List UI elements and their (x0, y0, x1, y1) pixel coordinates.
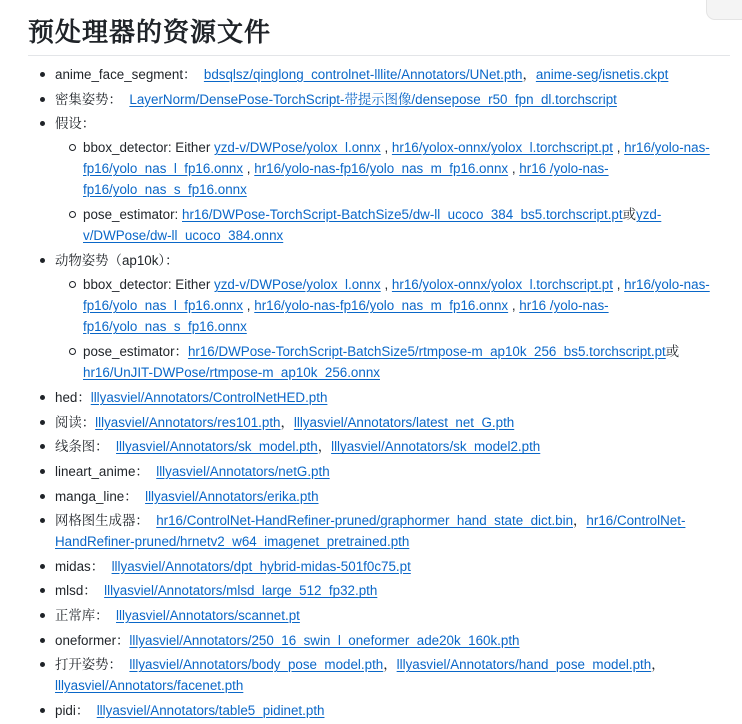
resource-link[interactable]: lllyasviel/Annotators/250_16_swin_l_oneformer_ade20k_160k.pth (129, 632, 520, 648)
resource-link[interactable]: hr16/yolo-nas-fp16/yolo_nas_m_fp16.onnx (254, 161, 509, 177)
list-item-openpose: 打开姿势： lllyasviel/Annotators/body_pose_model.pth，lllyasviel/Annotators/hand_pose_model.pth，lllyasviel/Annotators/facenet.pth (0, 654, 742, 696)
resource-link[interactable]: hr16/DWPose-TorchScript-BatchSize5/rtmpose-m_ap10k_256_bs5.torchscript.pt (187, 344, 666, 360)
list-item-mlsd (0, 580, 742, 601)
resource-link[interactable]: hr16/UnJIT-DWPose/rtmpose-m_ap10k_256.onnx (83, 365, 380, 381)
list-item-animal-pose (0, 250, 742, 383)
resource-list (0, 64, 742, 724)
resource-link[interactable]: hr16/yolox-onnx/yolox_l.torchscript.pt (391, 277, 613, 293)
resource-link[interactable]: hr16/DWPose-TorchScript-BatchSize5/dw-ll_ucoco_384_bs5.torchscript.pt (182, 207, 623, 223)
item-label: 打开姿势： (55, 657, 122, 673)
resource-link[interactable]: hr16/yolo-nas-fp16/yolo_nas_l_fp16.onnx (83, 277, 710, 314)
list-item-oneformer (0, 630, 742, 651)
resource-link[interactable]: lllyasviel/Annotators/sk_model2.pth (331, 439, 541, 455)
list-item-midas (0, 556, 742, 577)
resource-link[interactable]: bdsqlsz/qinglong_controlnet-lllite/Annotators/UNet.pth (203, 67, 523, 82)
resource-link[interactable]: hr16 /yolo-nas-fp16/yolo_nas_s_fp16.onnx (83, 161, 609, 198)
page-title: 预处理器的资源文件 (28, 18, 272, 48)
resource-link[interactable]: lllyasviel/Annotators/facenet.pth (55, 678, 244, 694)
resource-link[interactable]: lllyasviel/Annotators/latest_net_G.pth (293, 414, 515, 430)
item-label: pidi： (55, 702, 90, 718)
resource-link[interactable]: lllyasviel/Annotators/res101.pth (95, 414, 281, 430)
item-label: 动物姿势（ap10k）： (55, 253, 179, 269)
title-divider (28, 55, 730, 56)
sublist-item-bbox-detector: bbox_detector: Either yzd-v/DWPose/yolox_l.onnx , hr16/yolox-onnx/yolox_l.torchscript.pt , hr16/yolo-nas-fp16/yolo_nas_l_fp16.onnx , hr16/yolo-nas-fp16/yolo_nas_m_fp16.onnx , hr16 /yolo-nas-fp16/yolo_nas_s_fp16.onnx (55, 274, 720, 337)
resource-link[interactable]: lllyasviel/Annotators/netG.pth (156, 463, 330, 479)
item-label: manga_line： (55, 488, 138, 504)
item-label: 假设： (55, 116, 96, 132)
list-item-densepose (0, 89, 742, 110)
list-item-anime-face-segment: anime_face_segment： bdsqlsz/qinglong_controlnet-lllite/Annotators/UNet.pth，anime-seg/isnetis.ckpt (0, 64, 742, 85)
list-item-pidi (0, 700, 742, 721)
sub-label: pose_estimator： (83, 344, 188, 360)
resource-link[interactable]: hr16/yolox-onnx/yolox_l.torchscript.pt (391, 140, 613, 156)
resource-link[interactable]: lllyasviel/Annotators/table5_pidinet.pth (96, 702, 325, 718)
sublist (55, 137, 720, 246)
resource-link[interactable]: hr16/ControlNet-HandRefiner-pruned/hrnetv2_w64_imagenet_pretrained.pth (55, 513, 686, 550)
item-label: 阅读： (55, 414, 96, 430)
resource-link[interactable]: yzd-v/DWPose/yolox_l.onnx (214, 140, 381, 156)
item-label: lineart_anime： (55, 463, 149, 479)
sub-label: pose_estimator: (83, 207, 182, 223)
resource-link[interactable]: lllyasviel/Annotators/dpt_hybrid-midas-501f0c75.pt (111, 558, 411, 574)
list-item-manga-line (0, 486, 742, 507)
resource-link[interactable]: lllyasviel/Annotators/sk_model.pth (116, 439, 318, 455)
list-item-hed (0, 387, 742, 408)
item-label: midas： (55, 558, 105, 574)
resource-link[interactable]: hr16/yolo-nas-fp16/yolo_nas_m_fp16.onnx (254, 298, 509, 314)
item-label: 正常库： (55, 607, 109, 623)
resource-link[interactable]: lllyasviel/Annotators/hand_pose_model.pth (396, 657, 652, 673)
resource-link[interactable]: anime-seg/isnetis.ckpt (535, 67, 669, 82)
item-label: 密集姿势： (55, 91, 122, 107)
item-label: anime_face_segment： (55, 67, 197, 82)
item-label: 线条图： (55, 439, 109, 455)
window-corner-tab (706, 0, 742, 20)
item-label: mlsd： (55, 583, 97, 599)
list-item-mesh-graphormer: 网格图生成器： hr16/ControlNet-HandRefiner-pruned/graphormer_hand_state_dict.bin，hr16/ControlNet-HandRefiner-pruned/hrnetv2_w64_imagenet_pretrained.pth (0, 510, 742, 552)
list-item-lineart-anime (0, 461, 742, 482)
list-item-leres: 阅读：lllyasviel/Annotators/res101.pth，lllyasviel/Annotators/latest_net_G.pth (0, 412, 742, 433)
resource-link[interactable]: yzd-v/DWPose/dw-ll_ucoco_384.onnx (83, 207, 662, 244)
resource-link[interactable]: lllyasviel/Annotators/mlsd_large_512_fp32.pth (104, 583, 378, 599)
sub-label: bbox_detector: Either (83, 140, 211, 156)
resource-link[interactable]: lllyasviel/Annotators/scannet.pt (116, 607, 300, 623)
sublist (55, 274, 720, 383)
item-label: oneformer： (55, 632, 130, 648)
resource-link[interactable]: yzd-v/DWPose/yolox_l.onnx (214, 277, 381, 293)
resource-link[interactable]: hr16/yolo-nas-fp16/yolo_nas_l_fp16.onnx (83, 140, 710, 177)
list-item-normal-bae (0, 605, 742, 626)
resource-link[interactable]: LayerNorm/DensePose-TorchScript-带提示图像/densepose_r50_fpn_dl.torchscript (129, 91, 617, 107)
resource-link[interactable]: hr16/ControlNet-HandRefiner-pruned/graphormer_hand_state_dict.bin (156, 513, 574, 529)
list-item-lineart: 线条图： lllyasviel/Annotators/sk_model.pth，lllyasviel/Annotators/sk_model2.pth (0, 436, 742, 457)
resource-link[interactable]: lllyasviel/Annotators/erika.pth (145, 488, 319, 504)
sublist-item-bbox-detector: bbox_detector: Either yzd-v/DWPose/yolox_l.onnx , hr16/yolox-onnx/yolox_l.torchscript.pt , hr16/yolo-nas-fp16/yolo_nas_l_fp16.onnx , hr16/yolo-nas-fp16/yolo_nas_m_fp16.onnx , hr16 /yolo-nas-fp16/yolo_nas_s_fp16.onnx (55, 137, 720, 200)
resource-link[interactable]: hr16 /yolo-nas-fp16/yolo_nas_s_fp16.onnx (83, 298, 609, 335)
sublist-item-pose-estimator: pose_estimator：hr16/DWPose-TorchScript-BatchSize5/rtmpose-m_ap10k_256_bs5.torchscript.pt或hr16/UnJIT-DWPose/rtmpose-m_ap10k_256.onnx (55, 341, 720, 383)
item-label: 网格图生成器： (55, 513, 149, 529)
sublist-item-pose-estimator: pose_estimator: hr16/DWPose-TorchScript-BatchSize5/dw-ll_ucoco_384_bs5.torchscript.pt或yzd-v/DWPose/dw-ll_ucoco_384.onnx (55, 204, 720, 246)
resource-link[interactable]: lllyasviel/Annotators/ControlNetHED.pth (90, 390, 328, 406)
resource-link[interactable]: lllyasviel/Annotators/body_pose_model.pth (129, 657, 384, 673)
list-item-dwpose (0, 113, 742, 246)
sub-label: bbox_detector: Either (83, 277, 211, 293)
item-label: hed： (55, 390, 91, 406)
